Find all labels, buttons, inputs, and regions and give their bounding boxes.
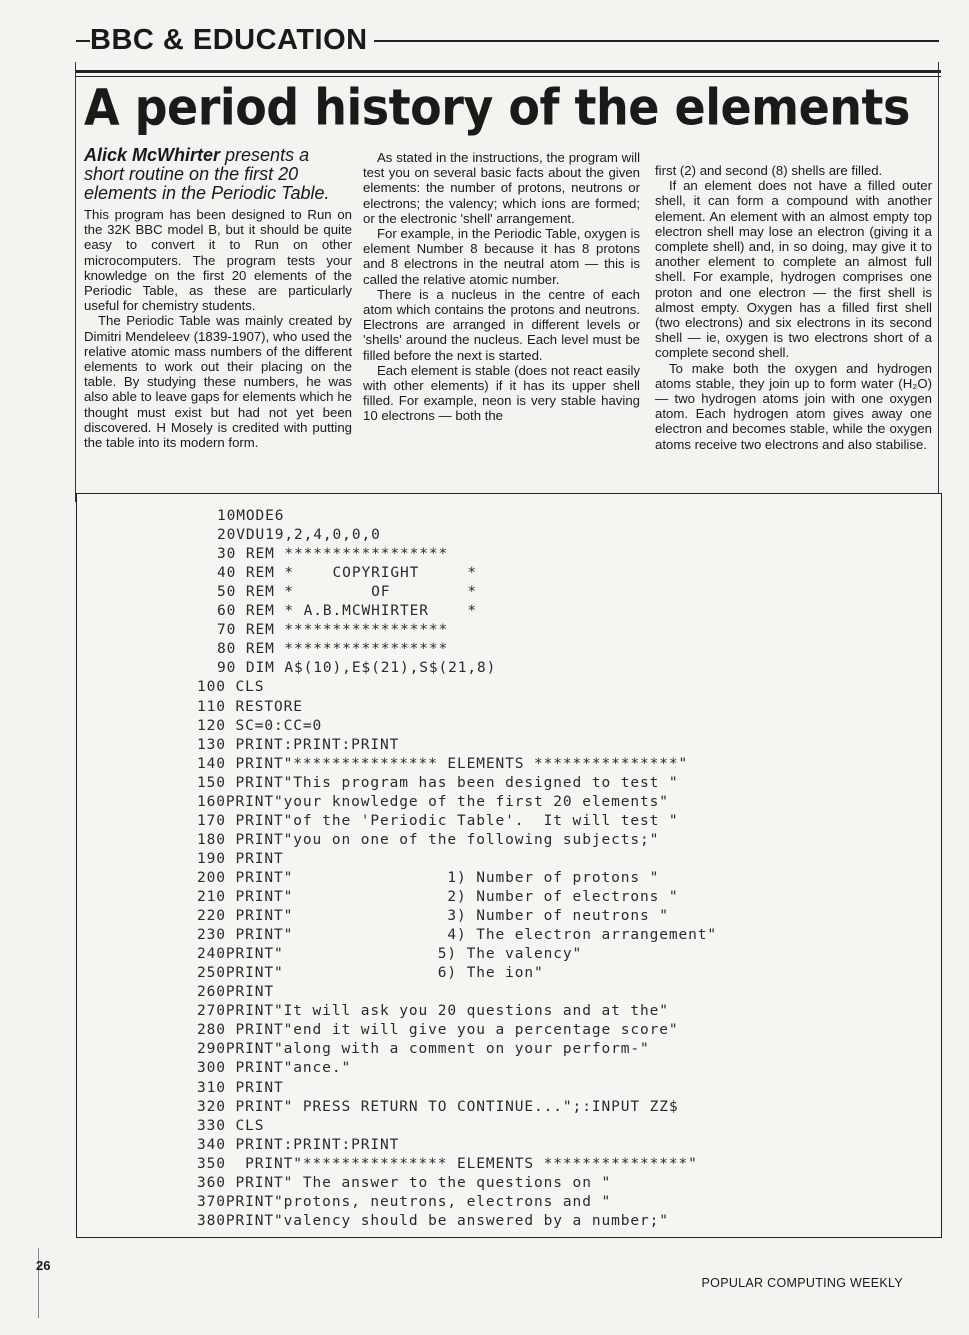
paragraph: Each element is stable (does not react easily with other elements) if it has its upper shell filled. For example, neon is very stable having 10 electrons — both the <box>363 362 640 424</box>
code-line: 30 REM ***************** <box>217 546 449 563</box>
code-line: 150 PRINT"This program has been designed to test " <box>197 774 679 791</box>
code-line: 140 PRINT"*************** ELEMENTS ***************" <box>197 755 689 772</box>
code-line: 360 PRINT" The answer to the questions on " <box>197 1174 612 1191</box>
code-line: 260PRINT <box>197 984 275 1001</box>
page-number: 26 <box>36 1258 51 1273</box>
headline-rule-thin <box>76 76 941 77</box>
code-line: 290PRINT"along with a comment on your perform-" <box>197 1041 650 1058</box>
paragraph: The Periodic Table was mainly created by Dimitri Mendeleev (1839-1907), who used the relative atomic mass numbers of the different elements to work out their placing on the table. By studying these numbers, he was also able to leave gaps for elements which he thought must exist but had not yet been discovered. H Mosely is credited with putting the table into its modern form. <box>84 313 352 451</box>
code-line: 190 PRINT <box>197 850 284 867</box>
code-line: 250PRINT" 6) The ion" <box>197 965 544 982</box>
code-line: 80 REM ***************** <box>217 641 449 658</box>
standfirst <box>84 146 352 203</box>
code-line: 200 PRINT" 1) Number of protons " <box>197 869 660 886</box>
code-line: 280 PRINT"end it will give you a percentage score" <box>197 1022 679 1039</box>
article-column-2 <box>363 150 640 424</box>
headline: A period history of the elements <box>84 78 910 137</box>
author-byline: Alick McWhirter <box>84 145 221 165</box>
paragraph: If an element does not have a filled outer shell, it can form a compound with another element. An element with an almost empty top electron shell may lose an electron (giving it a complete shell) and, in so doing, may give it to another element to complete an almost full shell. For example, hydrogen comprises one proton and one electron — the first shell is almost empty. Oxygen has a filled first shell (two electrons) and six electrons in its second shell — ie, oxygen is two electrons short of a complete second shell. <box>655 178 932 361</box>
code-line: 70 REM ***************** <box>217 622 449 639</box>
code-line: 60 REM * A.B.MCWHIRTER * <box>217 603 478 620</box>
code-line: 160PRINT"your knowledge of the first 20 elements" <box>197 793 669 810</box>
code-line: 130 PRINT:PRINT:PRINT <box>197 736 400 753</box>
code-line: 120 SC=0:CC=0 <box>197 717 323 734</box>
code-line: 320 PRINT" PRESS RETURN TO CONTINUE...";:INPUT ZZ$ <box>197 1098 679 1115</box>
paragraph: There is a nucleus in the centre of each atom which contains the protons and neutrons. Electrons are arranged in different levels or 'shells' around the nucleus. Each level must be filled before the next is started. <box>363 286 640 363</box>
code-line: 380PRINT"valency should be answered by a number;" <box>197 1212 669 1229</box>
code-line: 220 PRINT" 3) Number of neutrons " <box>197 908 669 925</box>
article-column-1 <box>84 146 352 450</box>
code-line: 240PRINT" 5) The valency" <box>197 946 583 963</box>
code-line: 310 PRINT <box>197 1079 284 1096</box>
program-listing <box>76 493 942 1238</box>
headline-rule <box>76 70 941 73</box>
code-line: 40 REM * COPYRIGHT * <box>217 565 478 582</box>
code-line: 20VDU19,2,4,0,0,0 <box>217 527 381 544</box>
section-title: BBC & EDUCATION <box>90 24 374 57</box>
code-line: 180 PRINT"you on one of the following subjects;" <box>197 831 660 848</box>
paragraph: This program has been designed to Run on the 32K BBC model B, but it should be quite easy to convert it to Run on other microcomputers. The program tests your knowledge on the first 20 elements of the Periodic Table, as these are particularly useful for chemistry students. <box>84 207 352 314</box>
code-line: 170 PRINT"of the 'Periodic Table'. It will test " <box>197 812 679 829</box>
code-line: 370PRINT"protons, neutrons, electrons and " <box>197 1193 612 1210</box>
paragraph: For example, in the Periodic Table, oxygen is element Number 8 because it has 8 protons and 8 electrons in the neutral atom — this is called the relative atomic number. <box>363 226 640 287</box>
code-line: 330 CLS <box>197 1117 265 1134</box>
paragraph: As stated in the instructions, the program will test you on several basic facts about the given elements: the number of protons, neutrons or electrons; the valency; which ions are formed; or the electronic 'shell' arrangement. <box>363 150 640 226</box>
code-line: 270PRINT"It will ask you 20 questions and at the" <box>197 1003 669 1020</box>
code-line: 210 PRINT" 2) Number of electrons " <box>197 889 679 905</box>
paragraph: To make both the oxygen and hydrogen atoms stable, they join up to form water (H₂O) — two hydrogen atoms join with one oxygen atom. Each hydrogen atom gives away one electron and becomes stable, while the oxygen atoms receive two electrons and also stabilise. <box>655 360 932 452</box>
article-column-3 <box>655 163 932 452</box>
code-line: 50 REM * OF * <box>217 584 478 601</box>
code-line: 90 DIM A$(10),E$(21),S$(21,8) <box>217 660 497 677</box>
code-line: 230 PRINT" 4) The electron arrangement" <box>197 927 718 944</box>
code-line: 10MODE6 <box>217 508 285 524</box>
code-line: 110 RESTORE <box>197 698 303 715</box>
frame-right-rule <box>938 62 939 502</box>
code-line: 340 PRINT:PRINT:PRINT <box>197 1136 400 1153</box>
paragraph: first (2) and second (8) shells are filled. <box>655 163 883 178</box>
code-line: 100 CLS <box>197 679 265 696</box>
frame-left-rule <box>75 62 76 502</box>
standfirst-text: presents a short routine on the first 20 elements in the Periodic Table. <box>84 145 330 203</box>
code-line: 350 PRINT"*************** ELEMENTS ***************" <box>197 1155 698 1172</box>
code-line: 300 PRINT"ance." <box>197 1060 352 1077</box>
magazine-name: POPULAR COMPUTING WEEKLY <box>701 1276 903 1290</box>
